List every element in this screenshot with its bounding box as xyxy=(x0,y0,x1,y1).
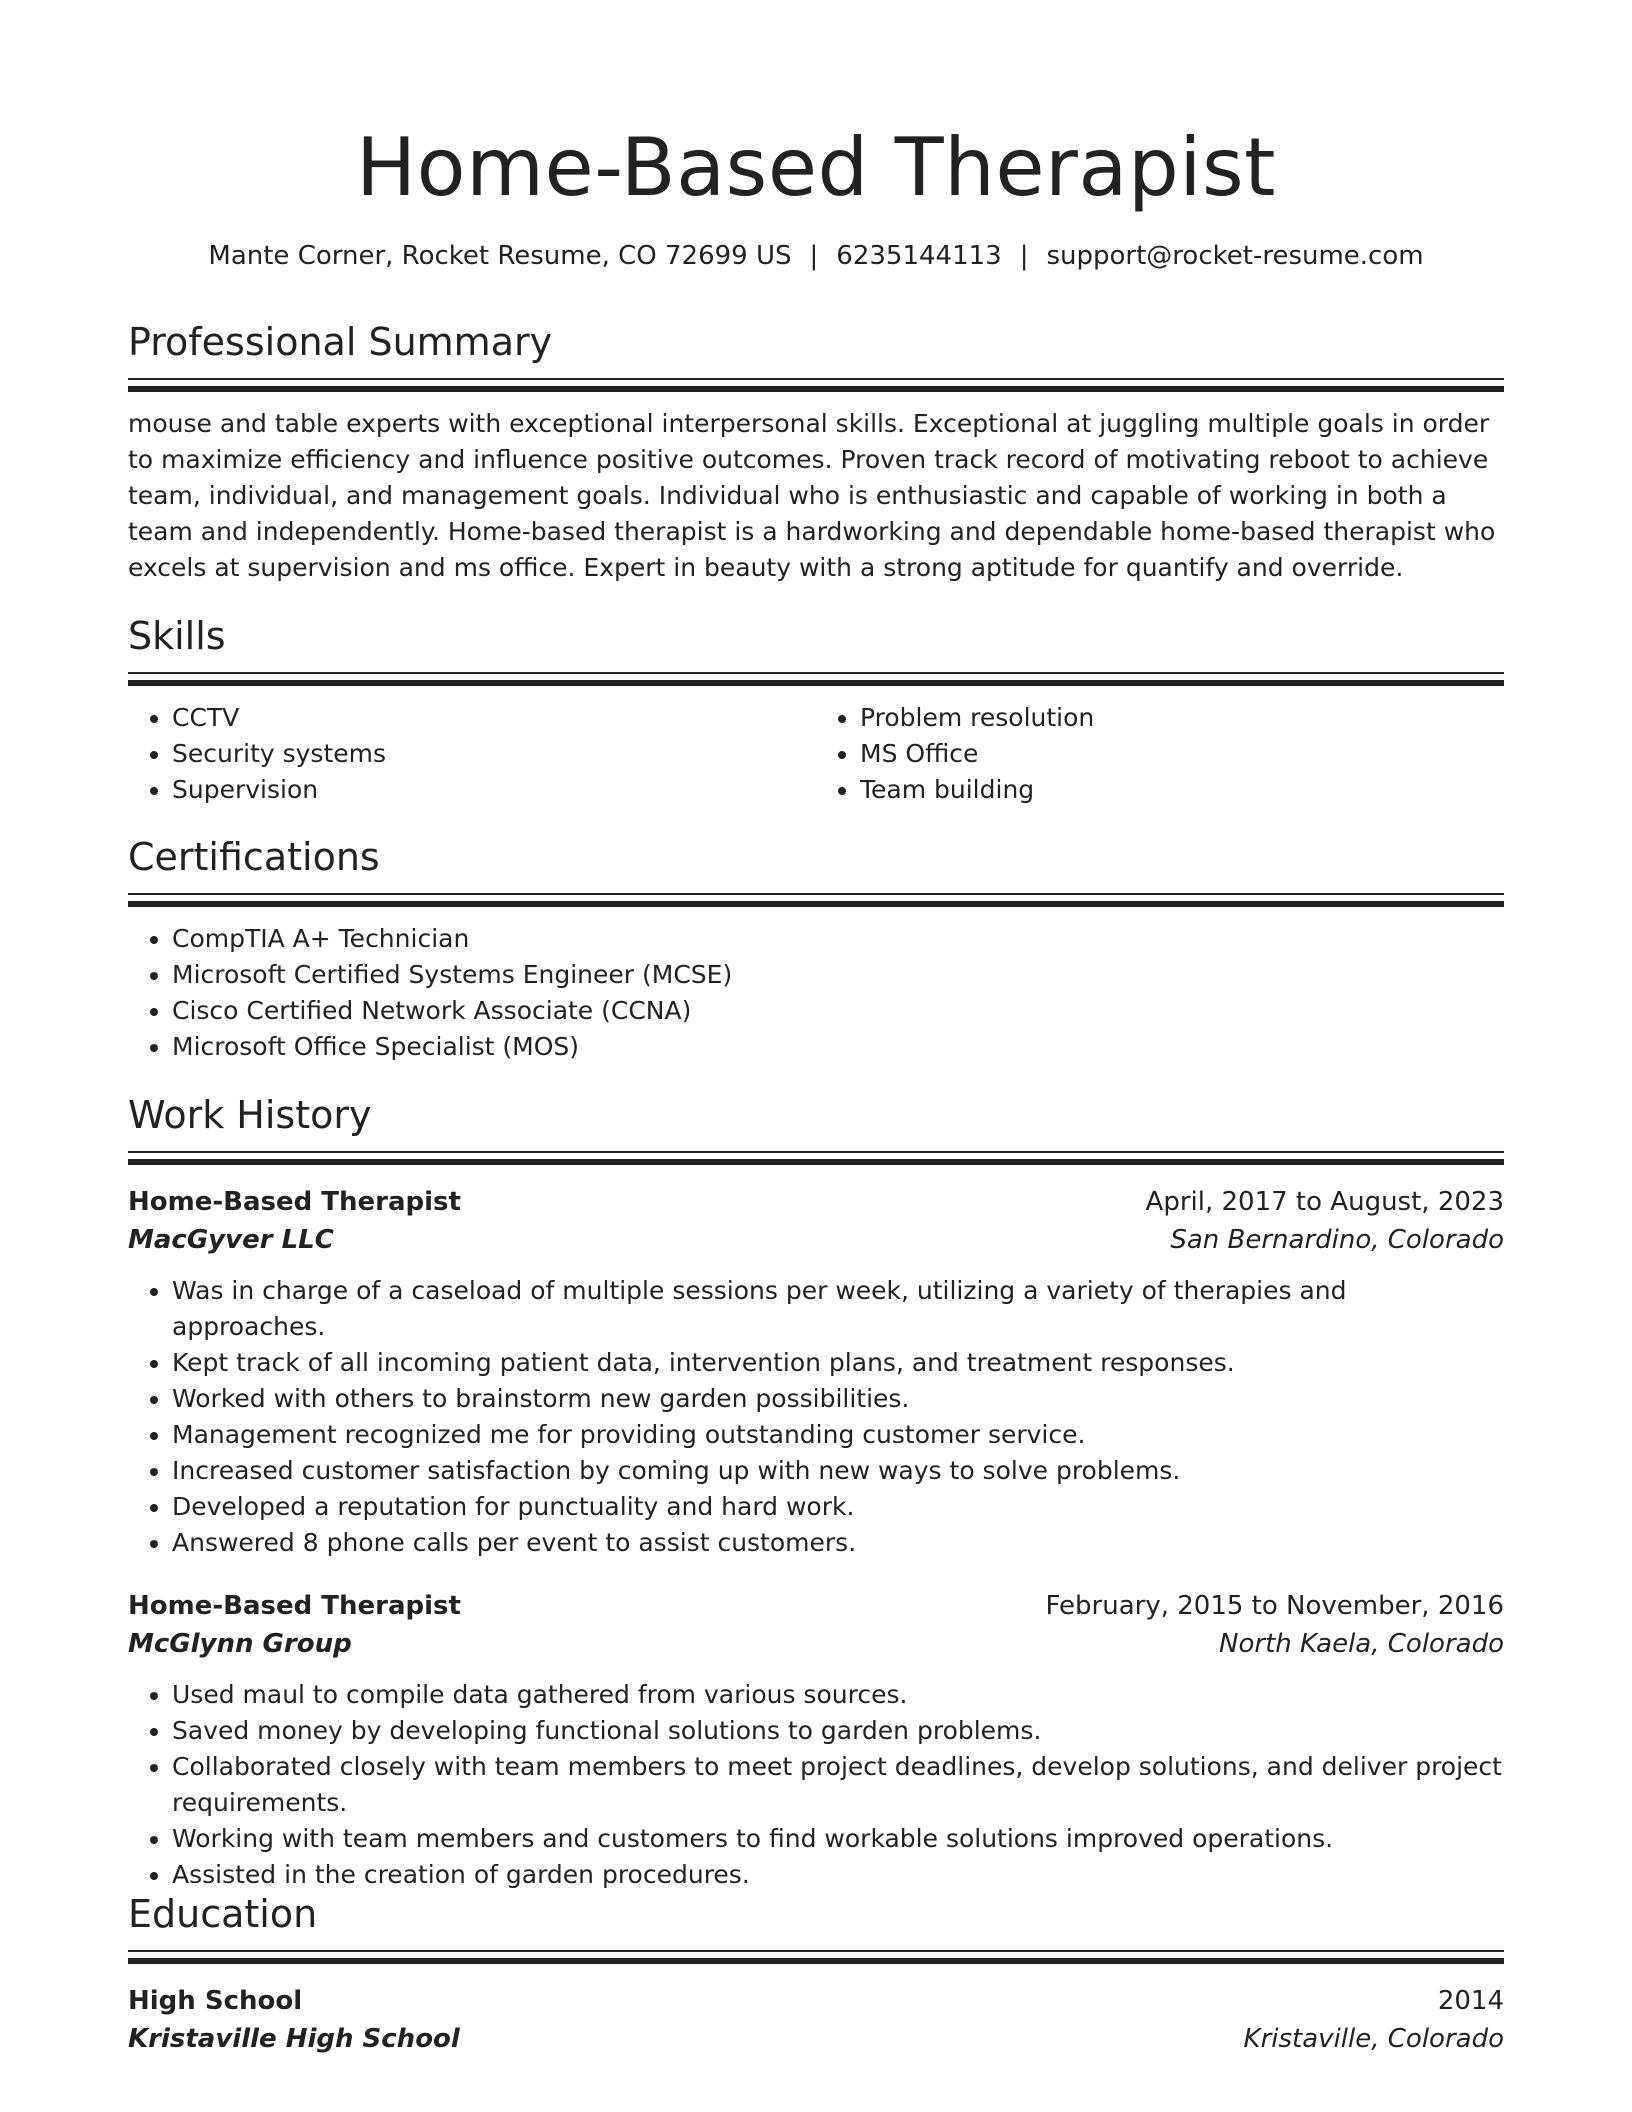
job-subheader xyxy=(128,1625,1504,1663)
education-title: Education xyxy=(128,1892,318,1936)
job-bullet: • Saved money by developing functional solutions to garden problems. xyxy=(172,1713,1504,1749)
contact-phone: 6235144113 xyxy=(836,241,1002,271)
certification-item: • Microsoft Certified Systems Engineer (MCSE) xyxy=(172,957,1504,993)
certifications-title: Certifications xyxy=(128,835,380,879)
section-divider xyxy=(128,1950,1504,1964)
job-bullet: • Increased customer satisfaction by coming up with new ways to solve problems. xyxy=(172,1453,1504,1489)
summary-text: mouse and table experts with exceptional interpersonal skills. Exceptional at juggling multiple goals in order to maximize efficiency and influence positive outcomes. Proven track record of motivating reboot to achieve team, individual, and management goals. Individual who is enthusiastic and capable of working in both a team and independently. Home-based therapist is a hardworking and dependable home-based therapist who excels at supervision and ms office. Expert in beauty with a strong aptitude for quantify and override. xyxy=(128,409,1496,582)
job-entry xyxy=(128,1183,1504,1561)
resume-name: Home-Based Therapist xyxy=(355,121,1277,214)
summary-section xyxy=(128,318,1504,586)
skill-item: • Supervision xyxy=(172,772,816,808)
certification-item: • CompTIA A+ Technician xyxy=(172,921,1504,957)
job-bullet: • Worked with others to brainstorm new garden possibilities. xyxy=(172,1381,1504,1417)
section-divider xyxy=(128,672,1504,686)
contact-separator: | xyxy=(809,241,819,271)
section-divider xyxy=(128,893,1504,907)
certifications-section xyxy=(128,833,1504,1065)
job-company: McGlynn Group xyxy=(128,1629,352,1659)
education-degree: High School xyxy=(128,1986,303,2016)
job-title: Home-Based Therapist xyxy=(128,1591,461,1621)
work-history-section xyxy=(128,1091,1504,1893)
skills-list-left xyxy=(128,700,816,808)
education-school: Kristaville High School xyxy=(128,2024,460,2054)
certifications-list xyxy=(128,921,1504,1065)
job-location: North Kaela, Colorado xyxy=(1219,1629,1504,1659)
contact-address: Mante Corner, Rocket Resume, CO 72699 US xyxy=(208,241,792,271)
job-bullets xyxy=(128,1677,1504,1893)
skill-item: • MS Office xyxy=(860,736,1504,772)
skills-columns xyxy=(128,686,1504,808)
job-company: MacGyver LLC xyxy=(128,1225,334,1255)
skills-title: Skills xyxy=(128,614,226,658)
job-bullet: • Was in charge of a caseload of multiple sessions per week, utilizing a variety of therapies and approaches. xyxy=(172,1273,1504,1345)
education-year: 2014 xyxy=(1437,1986,1504,2016)
job-bullet: • Developed a reputation for punctuality and hard work. xyxy=(172,1489,1504,1525)
skill-item: • Security systems xyxy=(172,736,816,772)
summary-title: Professional Summary xyxy=(128,320,553,364)
skill-item: • Team building xyxy=(860,772,1504,808)
job-location: San Bernardino, Colorado xyxy=(1170,1225,1504,1255)
job-dates: April, 2017 to August, 2023 xyxy=(1145,1187,1504,1217)
education-subheader xyxy=(128,2020,1504,2058)
contact-separator: | xyxy=(1019,241,1029,271)
job-header xyxy=(128,1587,1504,1625)
job-bullet: • Working with team members and customers to find workable solutions improved operations. xyxy=(172,1821,1504,1857)
education-header xyxy=(128,1982,1504,2020)
job-bullet: • Answered 8 phone calls per event to assist customers. xyxy=(172,1525,1504,1561)
certification-item: • Microsoft Office Specialist (MOS) xyxy=(172,1029,1504,1065)
skill-item: • CCTV xyxy=(172,700,816,736)
job-subheader xyxy=(128,1221,1504,1259)
contact-email: support@rocket-resume.com xyxy=(1046,241,1424,271)
work-history-title: Work History xyxy=(128,1093,372,1137)
education-section xyxy=(128,1890,1504,2058)
job-bullet: • Collaborated closely with team members to meet project deadlines, develop solutions, and deliver project requirements. xyxy=(172,1749,1504,1821)
job-bullet: • Used maul to compile data gathered from various sources. xyxy=(172,1677,1504,1713)
section-divider xyxy=(128,378,1504,392)
education-location: Kristaville, Colorado xyxy=(1243,2024,1504,2054)
job-bullet: • Management recognized me for providing outstanding customer service. xyxy=(172,1417,1504,1453)
job-dates: February, 2015 to November, 2016 xyxy=(1045,1591,1504,1621)
job-bullet: • Assisted in the creation of garden procedures. xyxy=(172,1857,1504,1893)
certification-item: • Cisco Certified Network Associate (CCNA) xyxy=(172,993,1504,1029)
job-entry xyxy=(128,1587,1504,1893)
skills-list-right xyxy=(816,700,1504,808)
skill-item: • Problem resolution xyxy=(860,700,1504,736)
education-entry xyxy=(128,1982,1504,2058)
job-bullets xyxy=(128,1273,1504,1561)
section-divider xyxy=(128,1151,1504,1165)
job-bullet: • Kept track of all incoming patient data, intervention plans, and treatment responses. xyxy=(172,1345,1504,1381)
job-title: Home-Based Therapist xyxy=(128,1187,461,1217)
contact-line xyxy=(128,238,1504,274)
skills-section xyxy=(128,612,1504,808)
job-header xyxy=(128,1183,1504,1221)
